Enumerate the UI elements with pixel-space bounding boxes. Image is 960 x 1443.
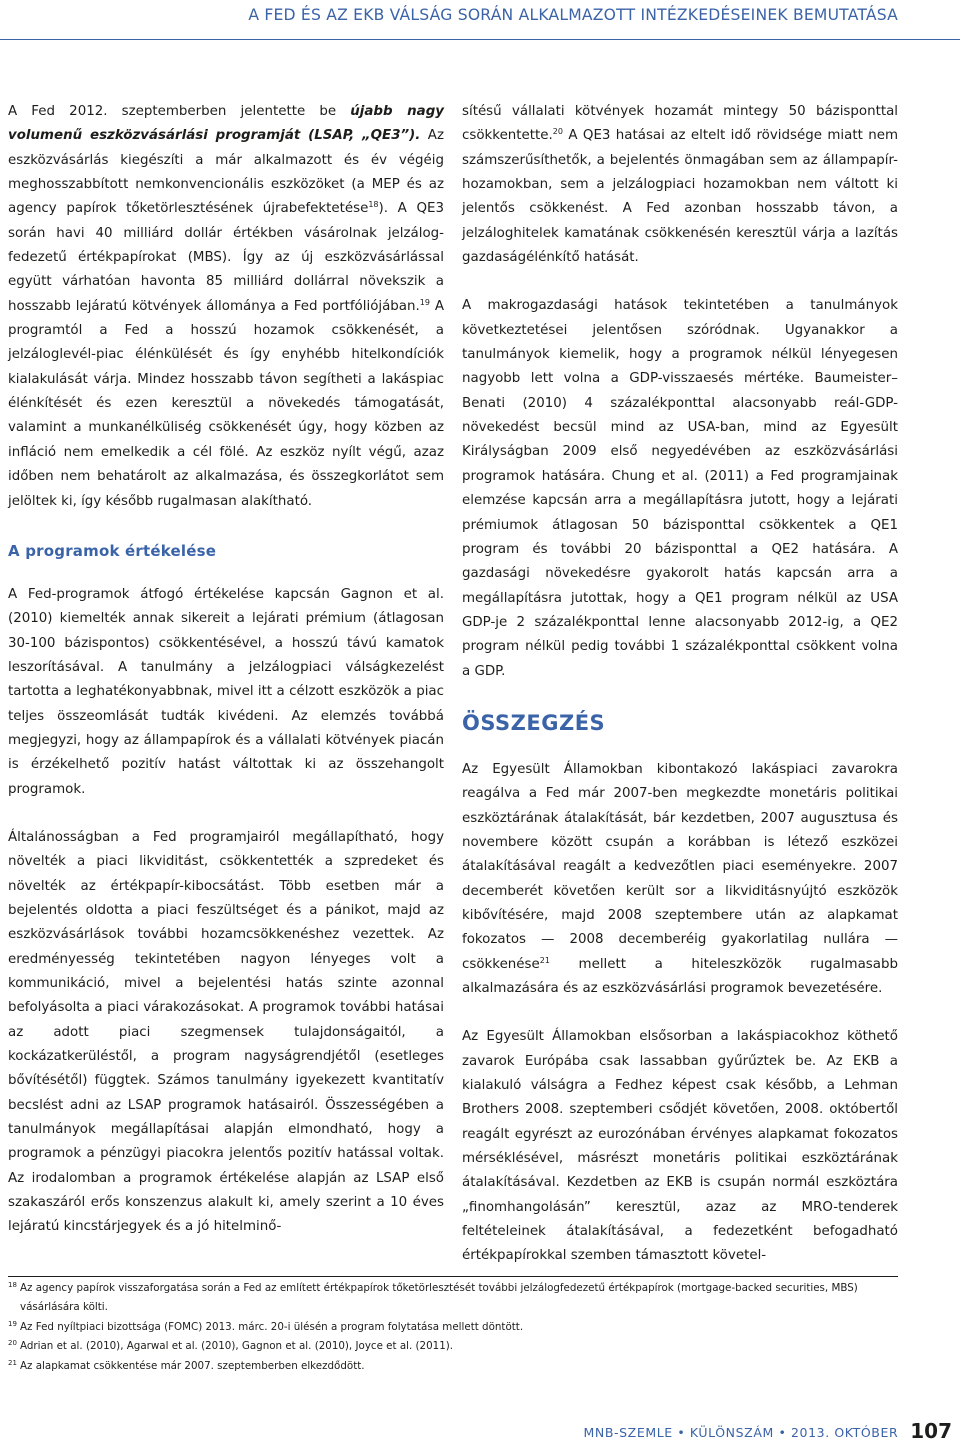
- page-number: 107: [910, 1419, 952, 1443]
- footnote-text: Adrian et al. (2010), Agarwal et al. (2010), Gagnon et al. (2010), Joyce et al. (2011).: [20, 1340, 454, 1353]
- text-run: Az Egyesült Államokban kibontakozó lakáspiaci zavarokra reagálva a Fed már 2007-ben megkezdte monetáris politikai eszköztárának átalakítását, bár kezdetben, 2007 augusztusa és novembere között csupán a korábban is létező eszközei átalakításával reagált a kedvezőtlen piaci eseményekre. 2007 decemberét követően került sor a likviditásnyújtó eszközök kibővítésére, majd 2008 szeptembere után az alapkamat fokozatos — 2008 decemberéig gyakorlatilag nullára — csökkenése: [462, 761, 898, 972]
- text-run: mellett a hiteleszközök rugalmasabb alkalmazására és az eszközvásárlási programok bevezetésére.: [462, 956, 898, 996]
- text-run: sítésű vállalati kötvények hozamát mintegy 50 bázisponttal csökkentette.: [462, 104, 898, 144]
- page-header: [0, 0, 960, 40]
- footnote-19: 19 Az Fed nyíltpiaci bizottsága (FOMC) 2013. márc. 20-i ülésén a program folytatása mellett döntött.: [8, 1319, 524, 1333]
- text-run: A Fed 2012. szeptemberben jelentette be: [8, 104, 351, 119]
- footnote-divider: [8, 1276, 898, 1277]
- footnote-21: 21 Az alapkamat csökkentése már 2007. szeptemberben elkezdődött.: [8, 1358, 365, 1372]
- footnote-ref-21[interactable]: 21: [539, 955, 550, 965]
- text-run: A QE3 hatásai az eltelt idő rövidsége miatt nem számszerűsíthetők, a bejelentés önmagában sem az állampapír-hozamokban, sem a jelzálogpiaci hozamokban nem váltott ki jelentős csökkenést. A Fed azonban hosszabb távon, a jelzáloghitelek kamatának csökkenésén keresztül várja a lazítás gazdaságélénkítő hatását.: [462, 128, 898, 266]
- left-column: [8, 100, 444, 1240]
- journal-name: MNB-SZEMLE • KÜLÖNSZÁM • 2013. OKTÓBER: [583, 1425, 899, 1440]
- footnotes: [8, 1279, 902, 1376]
- section-heading: A programok értékelése: [8, 541, 217, 560]
- text-run: Az eszközvásárlás kiegészíti a már alkalmazott és év végéig meghosszabbított nemkonvencionális eszközöket (a MEP és az agency papírok tőketörlesztésének újrabefektetése: [8, 128, 444, 217]
- emphasis-text: újabb nagy volumenű eszközvásárlási programját (LSAP, „QE3”).: [8, 104, 445, 144]
- paragraph: A makrogazdasági hatások tekintetében a tanulmányok következtetései jelentősen szóródnak. Ugyanakkor a tanulmányok kiemelik, hogy a programok nélkül lényegesen nagyobb lett volna a GDP-visszaesés mértéke. Baumeister–Benati (2010) 4 százalékponttal alacsonyabb reál-GDP-növekedést becsül mind az USA-ban, mind az Egyesült Királyságban 2009 első negyedévében az eszközvásárlási programok hatására. Chung et al. (2011) a Fed programjainak elemzése kapcsán arra a megállapításra jutott, hogy a lejárati prémiumok átlagosan 50 bázisponttal csökkentek a QE1 program és további 20 bázisponttal a QE2 hatására. A gazdasági növekedésre gyakorolt hatás kapcsán arra a megállapításra jutottak, hogy a QE1 program nélkül az USA GDP-je 2 százalékponttal lenne alacsonyabb 2012-ig, a QE2 program nélkül pedig további 1 százalékponttal csökkent volna a GDP.: [462, 298, 898, 679]
- footnote-text: Az Fed nyíltpiaci bizottsága (FOMC) 2013. márc. 20-i ülésén a program folytatása mellett döntött.: [20, 1320, 524, 1333]
- footnote-text: Az alapkamat csökkentése már 2007. szeptemberben elkezdődött.: [20, 1359, 365, 1372]
- footnote-text: Az agency papírok visszaforgatása során a Fed az említett értékpapírok tőketörlesztését további jelzálogfedezetű értékpapírok (mortgage-backed securities, MBS) vásárlására költi.: [20, 1282, 858, 1314]
- footnote-ref-19[interactable]: 19: [419, 297, 430, 307]
- text-run: A programtól a Fed a hosszú hozamok csökkenését, a jelzáloglevél-piac élénkülését és így enyhébb hitelkondíciók kialakulását várja. Mindez hosszabb távon segítheti a lakáspiac élénkítését és ezen keresztül a növekedés támogatását, valamint a munkanélküliség csökkenését úgy, hogy közben az infláció nem emelkedik a cél fölé. Az eszköz nyílt végű, azaz időben nem behatárolt az alkalmazása, és összegkorlátot sem jelöltek ki, így később rugalmasan alakítható.: [8, 298, 444, 509]
- footnote-ref-18[interactable]: 18: [368, 200, 379, 210]
- paragraph: [462, 758, 898, 1001]
- page-footer: [584, 1417, 952, 1443]
- paragraph: Az Egyesült Államokban elsősorban a lakáspiacokhoz köthető zavarok Európába csak lassabban gyűrűztek be. Az EKB a kialakuló válságra a Fedhez képest csak később, a Lehman Brothers 2008. szeptemberi csődjét követően, 2008. októbertől reagált egyrészt az eurozónában érvényes alapkamat fokozatos mérséklésével, másrészt monetáris politikai eszköztárának átalakításával. Kezdetben az EKB is csupán normál eszköztára „finomhangolásán” keresztül, azaz az MRO-tenderek feltételeinek átalakításával, a fedezetként befogadható értékpapírokkal szemben támasztott követel-: [462, 1029, 898, 1264]
- footnote-18: 18 Az agency papírok visszaforgatása során a Fed az említett értékpapírok tőketörlesztését további jelzálogfedezetű értékpapírok (mortgage-backed securities, MBS) vásárlására költi.: [8, 1281, 858, 1314]
- paragraph: [462, 100, 898, 270]
- paragraph: A Fed-programok átfogó értékelése kapcsán Gagnon et al. (2010) kiemelték annak sikereit a lejárati prémium (átlagosan 30-100 bázispontos) csökkentésével, a hosszú távú kamatok leszorításával. A tanulmány a jelzálogpiaci válságkezelést tartotta a leghatékonyabbnak, mivel itt a célzott eszközök a piac teljes összeomlását tudták kivédeni. Az elemzés továbbá megjegyzi, hogy az állampapírok és a vállalati kötvények piacán is érzékelhető pozitív hatást váltottak ki az összehangolt programok.: [8, 586, 444, 797]
- footnote-ref-20[interactable]: 20: [552, 127, 563, 137]
- footnote-20: 20 Adrian et al. (2010), Agarwal et al. (2010), Gagnon et al. (2010), Joyce et al. (2011).: [8, 1339, 454, 1353]
- paragraph: Általánosságban a Fed programjairól megállapítható, hogy növelték a piaci likviditást, csökkentették a szpredeket és növelték az értékpapír-kibocsátást. Több esetben már a bejelentés oldotta a piaci feszültséget és a pánikot, majd az eszközvásárlások további hozamcsökkenéshez vezettek. Az eredményesség tekintetében nagyon lényeges volt a kommunikáció, mivel a bejelentési hatás szinte azonnal befolyásolta a piaci várakozásokat. A programok további hatásai az adott piaci szegmensek tulajdonságaitól, a kockázatkerüléstől, a program nagyságrendjétől (esetleges bővítésétől) függtek. Számos tanulmány igyekezett kvantitatív becslést adni az LSAP programok hatásairól. Összességében a tanulmányok megállapításai alapján elmondható, hogy a programok a pénzügyi piacokra jelentős pozitív hatással voltak. Az irodalomban a programok értékelése alapján az LSAP első szakaszáról erős konszenzus alakult ki, amely szerint a 10 éves lejáratú kincstárjegyek és a jó hitelminő-: [8, 829, 444, 1235]
- running-title: A FED ÉS AZ EKB VÁLSÁG SORÁN ALKALMAZOTT INTÉZKEDÉSEINEK BEMUTATÁSA: [248, 6, 898, 24]
- paragraph: [8, 100, 444, 514]
- text-run: ). A QE3 során havi 40 milliárd dollár értékben vásárolnak jelzálog-fedezetű értékpapírokat (MBS). Így az új eszközvásárlással együtt várhatóan havonta 85 milliárd dollárral növekszik a hosszabb lejáratú kötvények állománya a Fed portfóliójában.: [8, 201, 444, 314]
- summary-heading: ÖSSZEGZÉS: [462, 710, 606, 735]
- right-column: [462, 100, 898, 1269]
